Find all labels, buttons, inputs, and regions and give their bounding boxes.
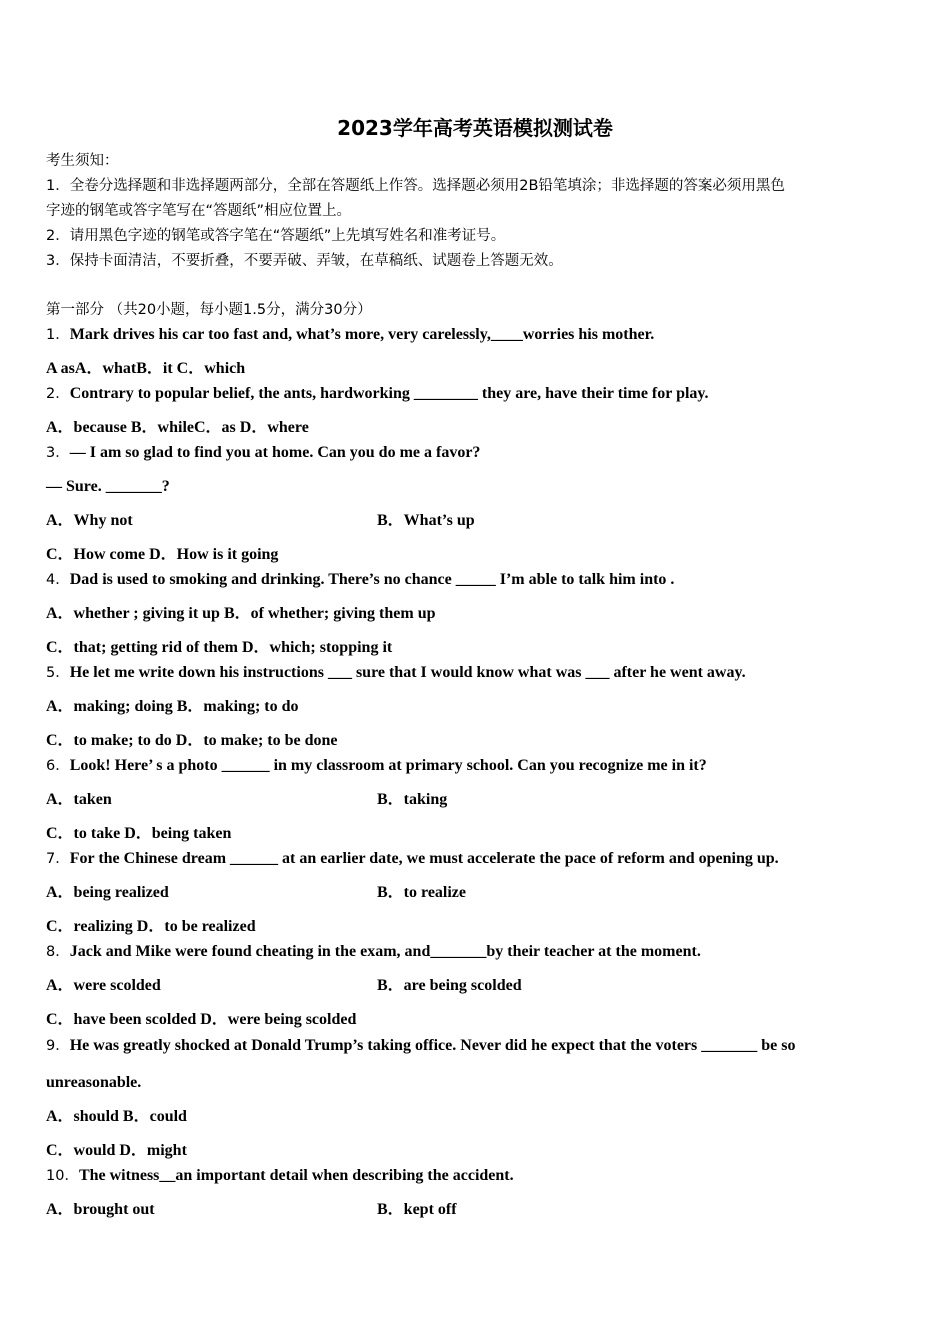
question-4 <box>46 570 674 590</box>
question-text: For the Chinese dream ______ at an earlier date, we must accelerate the pace of reform and opening up. <box>69 850 779 867</box>
question-text: Mark drives his car too fast and, what’s more, very carelessly,____worries his mother. <box>69 326 655 343</box>
question-10-option-a: A．brought out <box>46 1201 155 1218</box>
question-text: — I am so glad to find you at home. Can you do me a favor? <box>69 444 481 461</box>
question-3-option-a: A．Why not <box>46 512 133 529</box>
question-number: 5． <box>46 665 70 681</box>
question-6-option-b: B．taking <box>377 791 448 808</box>
question-number: 8． <box>46 944 70 960</box>
notice-heading: 考生须知： <box>46 153 119 169</box>
notice-item-2: 2．请用黑色字迹的钢笔或答字笔在“答题纸”上先填写姓名和准考证号。 <box>46 228 506 244</box>
page-title: 2023学年高考英语模拟测试卷 <box>337 116 613 140</box>
question-1 <box>46 325 654 345</box>
question-6 <box>46 756 707 776</box>
question-text: Look! Here’ s a photo ______ in my classroom at primary school. Can you recognize me in it? <box>69 757 707 774</box>
question-number: 7． <box>46 851 70 867</box>
question-7-option-a: A．being realized <box>46 884 169 901</box>
question-number: 4． <box>46 572 70 588</box>
question-3-options-cd: C．How come D．How is it going <box>46 546 279 563</box>
question-3-reply: — Sure. _______? <box>46 478 170 495</box>
question-8-option-a: A．were scolded <box>46 977 161 994</box>
question-2-options: A．because B．whileC．as D．where <box>46 419 309 436</box>
question-6-option-a: A．taken <box>46 791 112 808</box>
question-8-option-b: B．are being scolded <box>377 977 522 994</box>
question-5 <box>46 663 746 683</box>
question-1-options: A asA．whatB．it C．which <box>46 360 246 377</box>
question-number: 9． <box>46 1038 70 1054</box>
question-9-options-ab: A．should B．could <box>46 1108 187 1125</box>
question-text: Contrary to popular belief, the ants, hardworking ________ they are, have their time for play. <box>69 385 709 402</box>
question-3 <box>46 443 480 463</box>
question-9-options-cd: C．would D．might <box>46 1142 187 1159</box>
question-8 <box>46 942 701 962</box>
notice-item-1-cont: 字迹的钢笔或答字笔写在“答题纸”相应位置上。 <box>46 203 352 219</box>
question-number: 6． <box>46 758 70 774</box>
question-10-option-b: B．kept off <box>377 1201 457 1218</box>
question-10 <box>46 1166 514 1186</box>
question-2 <box>46 384 709 404</box>
question-7 <box>46 849 779 869</box>
question-text: Dad is used to smoking and drinking. There’s no chance _____ I’m able to talk him into . <box>69 571 675 588</box>
notice-item-1: 1．全卷分选择题和非选择题两部分，全部在答题纸上作答。选择题必须用2B铅笔填涂；非选择题的答案必须用黑色 <box>46 178 785 194</box>
question-text: Jack and Mike were found cheating in the exam, and_______by their teacher at the moment. <box>69 943 701 960</box>
question-number: 3． <box>46 445 70 461</box>
question-7-option-b: B．to realize <box>377 884 467 901</box>
question-9-cont: unreasonable. <box>46 1074 142 1091</box>
notice-item-3: 3．保持卡面清洁，不要折叠，不要弄破、弄皱，在草稿纸、试题卷上答题无效。 <box>46 253 563 269</box>
question-8-options-cd: C．have been scolded D．were being scolded <box>46 1011 357 1028</box>
question-number: 2． <box>46 386 70 402</box>
section-heading: 第一部分 （共20小题，每小题1.5分，满分30分） <box>46 302 372 318</box>
question-text: He let me write down his instructions ___ sure that I would know what was ___ after he went away. <box>69 664 746 681</box>
question-5-options-ab: A．making; doing B．making; to do <box>46 698 299 715</box>
question-text: The witness__an important detail when describing the accident. <box>78 1167 514 1184</box>
question-number: 10． <box>46 1168 79 1184</box>
question-number: 1． <box>46 327 70 343</box>
question-4-options-cd: C．that; getting rid of them D．which; stopping it <box>46 639 393 656</box>
question-3-option-b: B．What’s up <box>377 512 475 529</box>
question-9 <box>46 1036 795 1056</box>
question-4-options-ab: A．whether ; giving it up B．of whether; giving them up <box>46 605 436 622</box>
question-6-options-cd: C．to take D．being taken <box>46 825 232 842</box>
question-text: He was greatly shocked at Donald Trump’s taking office. Never did he expect that the voters _______ be so <box>69 1037 796 1054</box>
question-7-options-cd: C．realizing D．to be realized <box>46 918 256 935</box>
question-5-options-cd: C．to make; to do D．to make; to be done <box>46 732 338 749</box>
